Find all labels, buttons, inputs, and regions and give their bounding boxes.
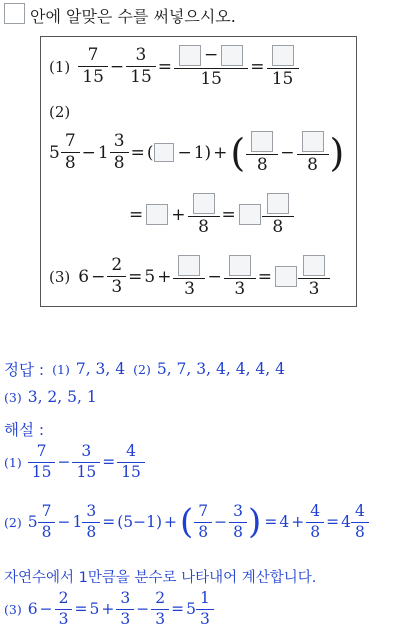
answer-line-2: (3) 3, 2, 5, 1 [4,388,97,406]
answer-blank[interactable] [193,193,215,214]
explanation-label: 해설 : [4,421,45,439]
explanation-3: (3) 6 − $\frac{2}{3}$ = 5 + $\frac{3}{3}$ − $\frac{2}{3}$ = 5 $\frac{1}{3}$ [4,591,214,627]
fraction: $\frac{3}{15}$ [128,47,154,86]
problem-3: (3) 6 − $\frac{2}{3}$ = 5 + 3 − 3 = 3 [49,255,330,298]
answer-blank[interactable] [272,45,294,66]
problem-2-line-2: = + 8 = 8 [127,193,294,236]
answer-blank[interactable] [146,204,168,225]
answer-blank[interactable] [267,193,289,214]
answer-blank[interactable] [251,131,273,152]
problem-1: (1) $\frac{7}{15}$ − $\frac{3}{15}$ = $\frac{-}{15}$ = 15 [49,45,299,88]
explanation-1: (1) $\frac{7}{15}$ − $\frac{3}{15}$ = $\frac{4}{15}$ [4,444,145,480]
answer-blank[interactable] [239,204,261,225]
answer-label: 정답 : [4,361,45,379]
problem-panel [40,36,357,307]
explanation-2: (2) 5 $\frac{7}{8}$ − 1 $\frac{3}{8}$ = (5−1) + ( $\frac{7}{8}$ − $\frac{3}{8}$ ) = 4 + $\frac{4}{8}$ = 4 $\frac{4}{8}$ [4,504,369,540]
answer-blank[interactable] [178,255,200,276]
problem-2-line-1: 5 $\frac{7}{8}$ − 1 $\frac{3}{8}$ = ( − 1 ) + ( 8 − 8 ) [49,130,345,175]
answer-blank[interactable] [179,45,201,66]
fraction-with-blanks: $\frac{-}{15}$ [176,45,246,88]
instruction-text: 안에 알맞은 수를 써넣으시오. [30,7,236,26]
answer-line-1: 정답 : (1) 7, 3, 4 (2) 5, 7, 3, 4, 4, 4, 4 [4,360,285,379]
answer-blank[interactable] [275,266,297,287]
explanation-note: 자연수에서 1만큼을 분수로 나타내어 계산합니다. [4,570,317,586]
answer-blank[interactable] [303,255,325,276]
problem-3-label: (3) [49,267,71,286]
answer-blank[interactable] [154,143,174,162]
fraction: $\frac{7}{15}$ [80,47,106,86]
problem-1-label: (1) [49,57,71,76]
fraction-with-blank: 15 [269,45,297,88]
instruction-blank-box [4,3,25,24]
problem-2-label: (2) [49,103,71,121]
answer-blank[interactable] [221,45,243,66]
answer-blank[interactable] [229,255,251,276]
answer-blank[interactable] [302,131,324,152]
